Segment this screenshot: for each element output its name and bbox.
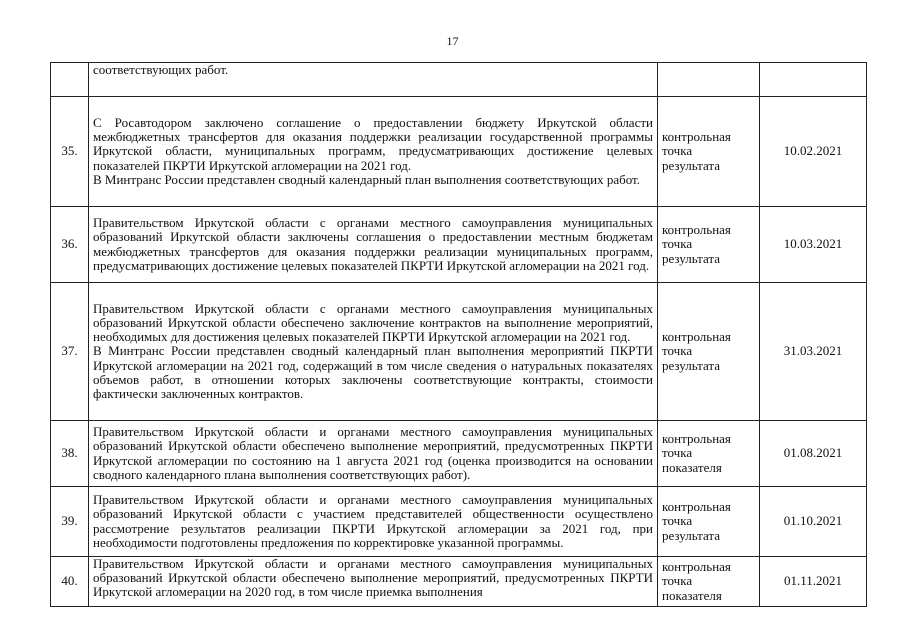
event-description xyxy=(89,421,658,487)
control-point-type: контрольная точка показателя xyxy=(658,557,760,607)
event-description xyxy=(89,97,658,207)
table-row xyxy=(51,421,867,487)
description-paragraph: Правительством Иркутской области и органами местного самоуправления муниципальных образований Иркутской области обеспечено выполнение мероприятий, предусмотренных ПКРТИ Иркутской агломерации на 2020 год, в том числе приемка выполнения xyxy=(93,556,653,600)
control-points-table xyxy=(50,62,867,607)
due-date: 10.02.2021 xyxy=(760,97,867,207)
control-point-type: контрольная точка результата xyxy=(658,283,760,421)
due-date: 10.03.2021 xyxy=(760,207,867,283)
row-number: 40. xyxy=(51,557,89,607)
due-date xyxy=(760,63,867,97)
table-row xyxy=(51,63,867,97)
description-paragraph: Правительством Иркутской области с органами местного самоуправления муниципальных образований Иркутской области заключены соглашения о предоставлении местным бюджетам межбюджетных трансфертов для оказания поддержки реализации муниципальных программ, предусматривающих достижение целевых показателей ПКРТИ Иркутской агломерации на 2021 год. xyxy=(93,215,653,273)
table-row xyxy=(51,97,867,207)
control-point-type: контрольная точка результата xyxy=(658,207,760,283)
control-point-type: контрольная точка показателя xyxy=(658,421,760,487)
description-paragraph: В Минтранс России представлен сводный календарный план выполнения соответствующих работ. xyxy=(93,171,640,187)
due-date: 01.10.2021 xyxy=(760,487,867,557)
control-point-type xyxy=(658,63,760,97)
due-date: 01.08.2021 xyxy=(760,421,867,487)
description-paragraph: Правительством Иркутской области и органами местного самоуправления муниципальных образований Иркутской области с участием представителей общественности осуществлено рассмотрение результатов реализации ПКРТИ Иркутской агломерации за 2021 год, при необходимости подготовлены предложения по корректировке указанной программы. xyxy=(93,492,653,550)
row-number xyxy=(51,63,89,97)
event-description xyxy=(89,63,658,97)
row-number: 38. xyxy=(51,421,89,487)
event-description xyxy=(89,283,658,421)
event-description xyxy=(89,557,658,607)
row-number: 37. xyxy=(51,283,89,421)
event-description xyxy=(89,207,658,283)
table-body xyxy=(51,63,867,607)
table-row xyxy=(51,557,867,607)
description-paragraph: соответствующих работ. xyxy=(93,62,229,77)
row-number: 35. xyxy=(51,97,89,207)
row-number: 39. xyxy=(51,487,89,557)
control-point-type: контрольная точка результата xyxy=(658,97,760,207)
description-paragraph: В Минтранс России представлен сводный календарный план выполнения мероприятий ПКРТИ Иркутской агломерации на 2021 год, содержащий в том числе сведения о натуральных показателях объемов работ, в отношении которых заключены соответствующие контракты, стоимости фактически заключенных контрактов. xyxy=(93,343,653,401)
description-paragraph: Правительством Иркутской области с органами местного самоуправления муниципальных образований Иркутской области обеспечено заключение контрактов на выполнение мероприятий, необходимых для достижения целевых показателей ПКРТИ Иркутской агломерации на 2021 год. xyxy=(93,300,653,345)
event-description xyxy=(89,487,658,557)
description-paragraph: С Росавтодором заключено соглашение о предоставлении бюджету Иркутской области межбюджетных трансфертов для оказания поддержки реализации государственной программы Иркутской области, муниципальных программ, предусматривающих достижение целевых показателей ПКРТИ Иркутской агломерации на 2021 год. xyxy=(93,114,653,173)
due-date: 01.11.2021 xyxy=(760,557,867,607)
control-point-type: контрольная точка результата xyxy=(658,487,760,557)
row-number: 36. xyxy=(51,207,89,283)
table-row xyxy=(51,283,867,421)
description-paragraph: Правительством Иркутской области и органами местного самоуправления муниципальных образований Иркутской области обеспечено выполнение мероприятий, предусмотренных ПКРТИ Иркутской агломерации по состоянию на 1 августа 2021 год (оценка производится на основании сводного календарного плана выполнения соответствующих работ). xyxy=(93,424,653,482)
table-row xyxy=(51,487,867,557)
page-number: 17 xyxy=(446,34,459,48)
due-date: 31.03.2021 xyxy=(760,283,867,421)
table-row xyxy=(51,207,867,283)
